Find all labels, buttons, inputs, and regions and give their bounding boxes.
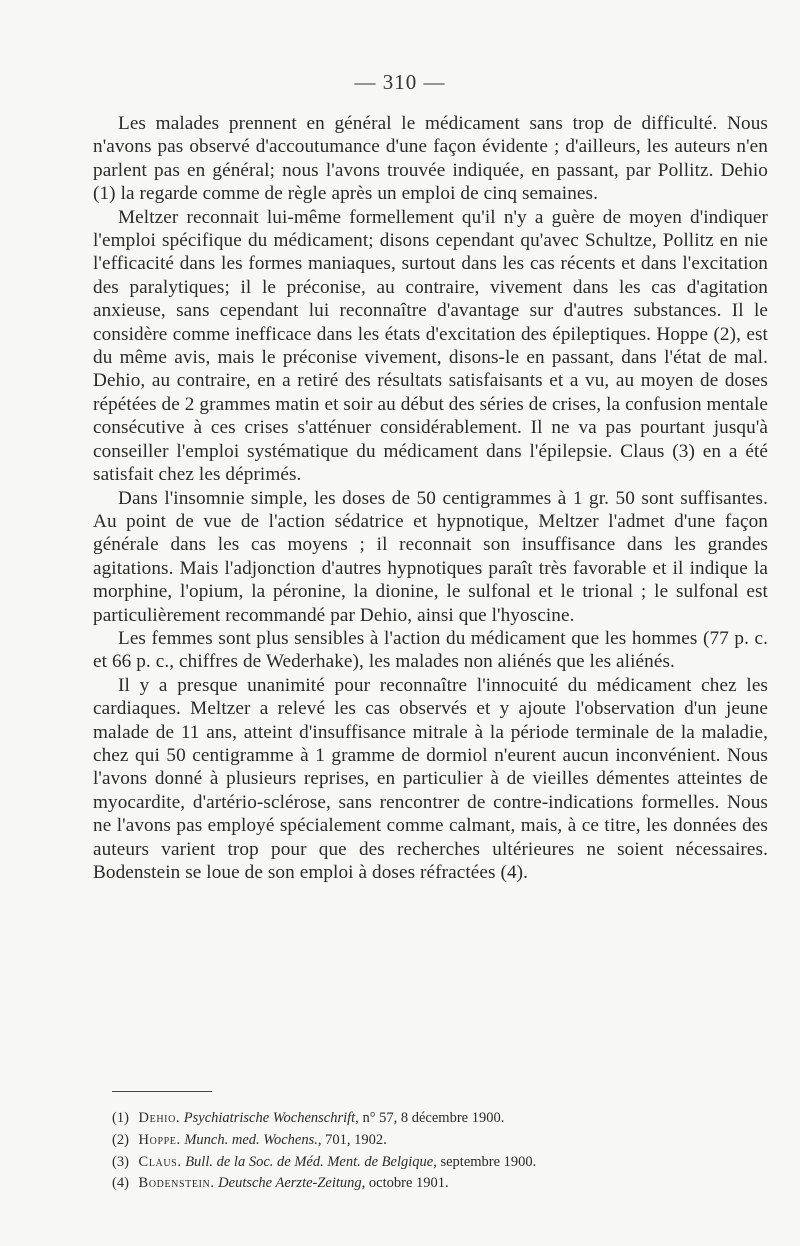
paragraph: Les malades prennent en général le médicament sans trop de difficulté. Nous n'avons pas observé d'accoutumance d'une façon évidente ; d'ailleurs, les auteurs n'en parlent pas en général; nous l'avons trouvée indiquée, en passant, par Pollitz. Dehio (1) la regarde comme de règle après un emploi de cinq semaines. (93, 113, 768, 205)
page-number: — 310 — (354, 70, 446, 94)
paragraph: Dans l'insomnie simple, les doses de 50 centigrammes à 1 gr. 50 sont suffisantes. Au point de vue de l'action sédatrice et hypnotique, Meltzer l'admet d'une façon générale dans les cas moyens ; il reconnait son insuffisance dans les grandes agitations. Mais l'adjonction d'autres hypnotiques paraît très favorable et il indique la morphine, l'opium, la péronine, la dionine, le sulfonal et le trional ; le sulfonal est particulièrement recommandé par Dehio, ainsi que l'hyoscine. (93, 487, 768, 626)
footnote (112, 1130, 752, 1152)
footnote-author: Claus. (138, 1153, 182, 1170)
footnote-journal: Munch. med. Wochens., (184, 1131, 322, 1148)
footnote (112, 1152, 752, 1174)
paragraph: Les femmes sont plus sensibles à l'action du médicament que les hommes (77 p. c. et 66 p. c., chiffres de Wederhake), les malades non aliénés que les aliénés. (93, 627, 768, 673)
footnote-details: 701, 1902. (325, 1131, 387, 1148)
footnote-details: octobre 1901. (368, 1175, 449, 1192)
footnote-journal: Deutsche Aerzte-Zeitung, (218, 1175, 366, 1192)
footnote-journal: Psychiatrische Wochenschrift, (183, 1110, 359, 1126)
footnote-details: septembre 1900. (440, 1153, 537, 1170)
footnote-author: Hoppe. (138, 1131, 181, 1148)
footnotes (112, 1108, 752, 1195)
paragraph: Il y a presque unanimité pour reconnaître l'innocuité du médicament chez les cardiaques. Meltzer a relevé les cas observés et y ajoute l'observation d'un jeune malade de 11 ans, atteint d'insuffisance mitrale à la période terminale de la maladie, chez qui 50 centigramme à 1 gramme de dormiol n'eurent aucun inconvénient. Nous l'avons donné à plusieurs reprises, en particulier à de vieilles démentes atteintes de myocardite, d'artério-sclérose, sans rencontrer de contre-indications formelles. Nous ne l'avons pas employé spécialement comme calmant, mais, à ce titre, les données des auteurs varient trop pour que des recherches ultérieures ne soient nécessaires. Bodenstein se loue de son emploi à doses réfractées (4). (93, 674, 768, 883)
footnote-separator (112, 1091, 212, 1092)
paragraph: Meltzer reconnait lui-même formellement qu'il n'y a guère de moyen d'indiquer l'emploi spécifique du médicament; disons cependant qu'avec Schultze, Pollitz en nie l'efficacité dans les formes maniaques, surtout dans les cas récents et dans l'excitation des paralytiques; il le préconise, au contraire, vivement dans les cas d'agitation anxieuse, sans cependant lui reconnaître d'avantage sur d'autres substances. Il le considère comme inefficace dans les états d'excitation des épileptiques. Hoppe (2), est du même avis, mais le préconise vivement, disons-le en passant, dans l'état de mal. Dehio, au contraire, en a retiré des résultats satisfaisants et a vu, au moyen de doses répétées de 2 grammes matin et soir au début des séries de crises, la confusion mentale consécutive à ces crises s'atténuer considérablement. Il ne va pas pourtant jusqu'à conseiller l'emploi systématique du médicament dans l'épilepsie. Claus (3) en a été satisfait chez les déprimés. (93, 206, 768, 486)
footnote-number: (2) (112, 1131, 129, 1148)
footnote (112, 1108, 752, 1130)
body-text (93, 112, 768, 884)
footnote (112, 1173, 752, 1195)
footnote-details: n° 57, 8 décembre 1900. (362, 1110, 505, 1126)
footnote-number: (3) (112, 1153, 129, 1170)
footnote-author: Bodenstein. (138, 1175, 215, 1192)
footnote-author: Dehio. (138, 1110, 181, 1126)
footnote-number: (1) (112, 1110, 129, 1126)
footnote-journal: Bull. de la Soc. de Méd. Ment. de Belgique, (185, 1153, 437, 1170)
footnote-number: (4) (112, 1175, 129, 1192)
